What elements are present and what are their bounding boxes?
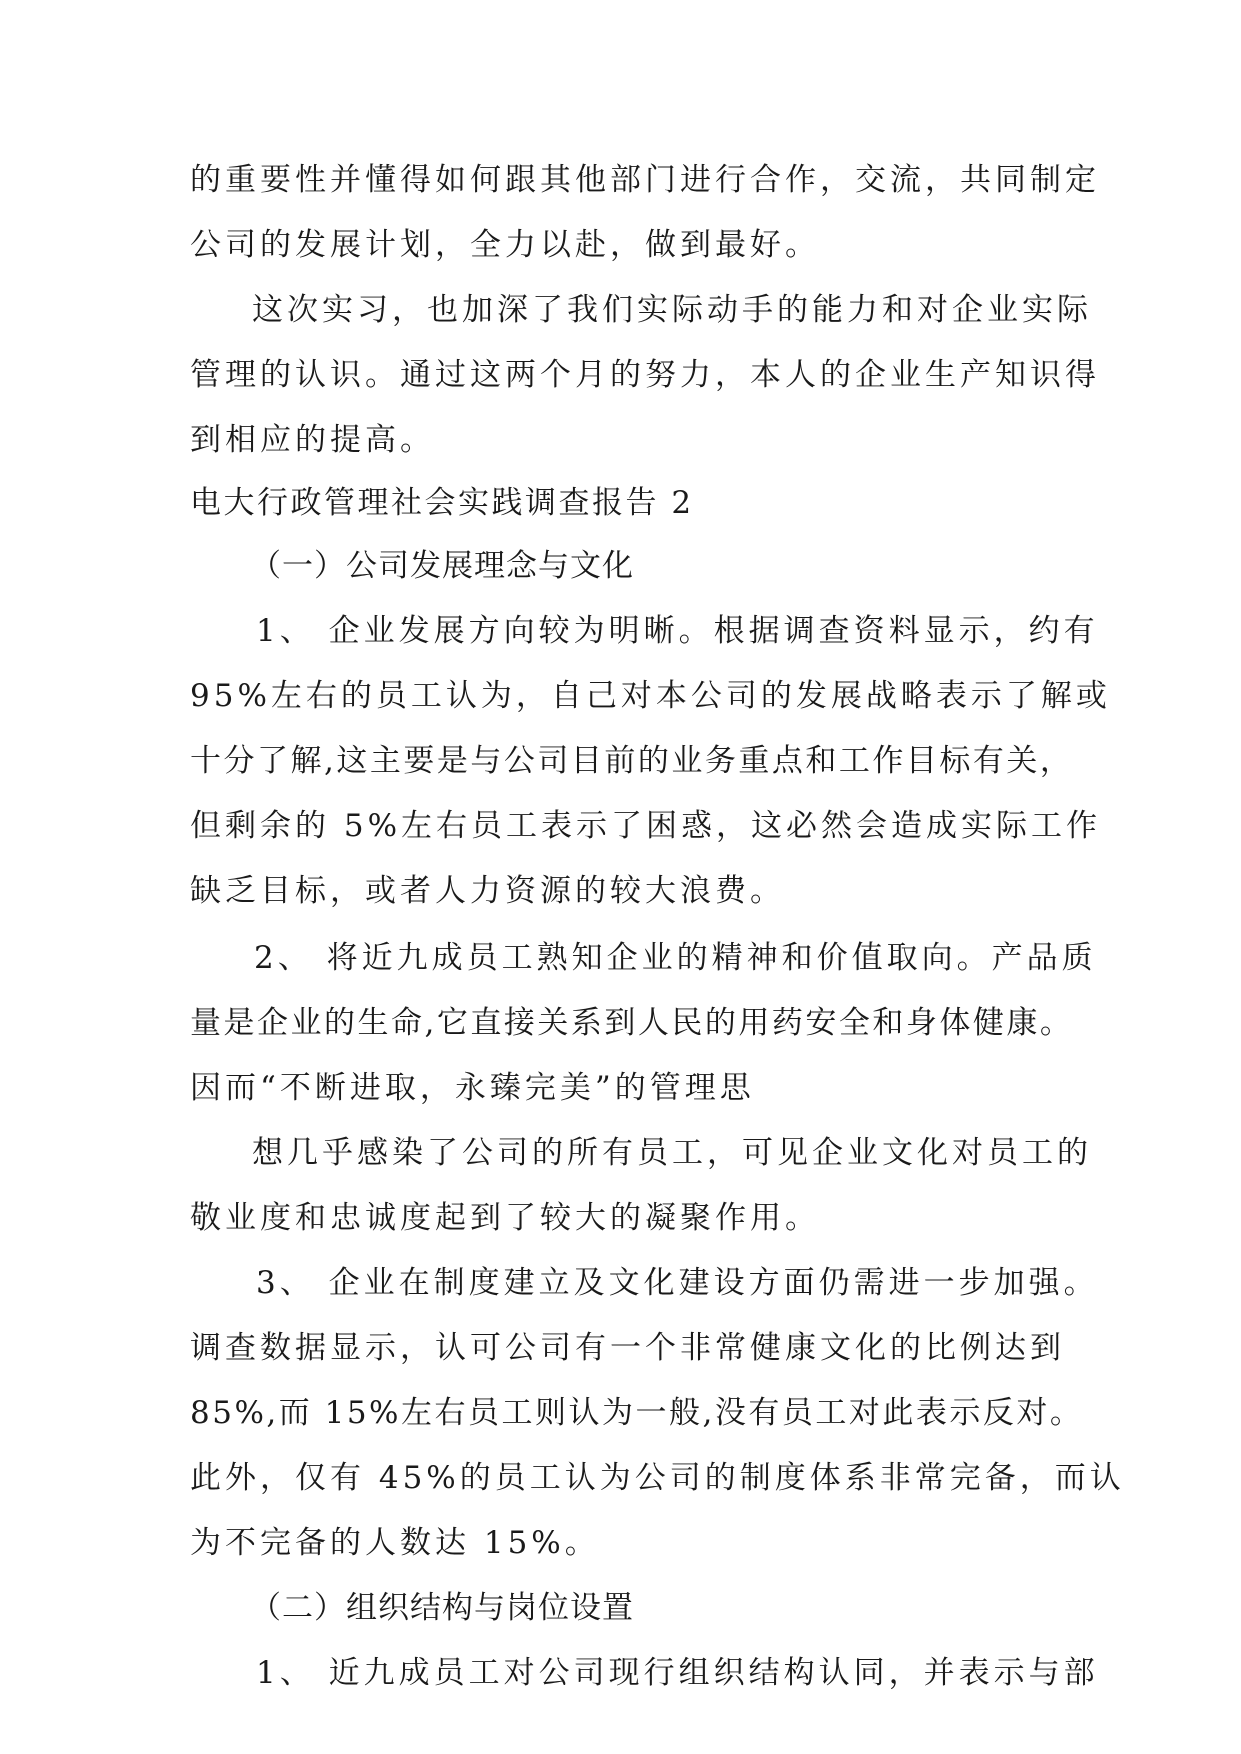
body-text-line: 因而“不断进取，永臻完美”的管理思 (190, 1070, 755, 1106)
section-heading: （一）公司发展理念与文化 (250, 548, 634, 584)
body-text-line: 85%,而 15%左右员工则认为一般,没有员工对此表示反对。 (190, 1395, 1084, 1431)
body-text-line: 调查数据显示，认可公司有一个非常健康文化的比例达到 (190, 1330, 1065, 1366)
body-text-line: 量是企业的生命,它直接关系到人民的用药安全和身体健康。 (190, 1005, 1074, 1041)
paragraph-first-line: 1、 近九成员工对公司现行组织结构认同，并表示与部 (256, 1655, 1099, 1691)
body-text-line: 到相应的提高。 (190, 422, 435, 458)
section-title: 电大行政管理社会实践调查报告 2 (190, 485, 694, 521)
paragraph-first-line: 想几乎感染了公司的所有员工，可见企业文化对员工的 (252, 1135, 1092, 1171)
body-text-line: 的重要性并懂得如何跟其他部门进行合作，交流，共同制定 (190, 162, 1100, 198)
body-text-line: 公司的发展计划，全力以赴，做到最好。 (190, 227, 820, 263)
paragraph-first-line: 这次实习，也加深了我们实际动手的能力和对企业实际 (252, 292, 1092, 328)
body-text-line: 此外，仅有 45%的员工认为公司的制度体系非常完备，而认 (190, 1460, 1125, 1496)
section-heading: （二）组织结构与岗位设置 (250, 1590, 634, 1626)
paragraph-first-line: 2、 将近九成员工熟知企业的精神和价值取向。产品质 (254, 940, 1097, 976)
body-text-line: 十分了解,这主要是与公司目前的业务重点和工作目标有关， (190, 743, 1074, 779)
paragraph-first-line: 1、 企业发展方向较为明晰。根据调查资料显示，约有 (256, 613, 1099, 649)
body-text-line: 敬业度和忠诚度起到了较大的凝聚作用。 (190, 1200, 820, 1236)
body-text-line: 但剩余的 5%左右员工表示了困惑，这必然会造成实际工作 (190, 808, 1102, 844)
body-text-line: 为不完备的人数达 15%。 (190, 1525, 600, 1561)
body-text-line: 缺乏目标，或者人力资源的较大浪费。 (190, 873, 785, 909)
paragraph-first-line: 3、 企业在制度建立及文化建设方面仍需进一步加强。 (256, 1265, 1099, 1301)
body-text-line: 管理的认识。通过这两个月的努力，本人的企业生产知识得 (190, 357, 1100, 393)
body-text-line: 95%左右的员工认为，自己对本公司的发展战略表示了解或 (190, 678, 1111, 714)
